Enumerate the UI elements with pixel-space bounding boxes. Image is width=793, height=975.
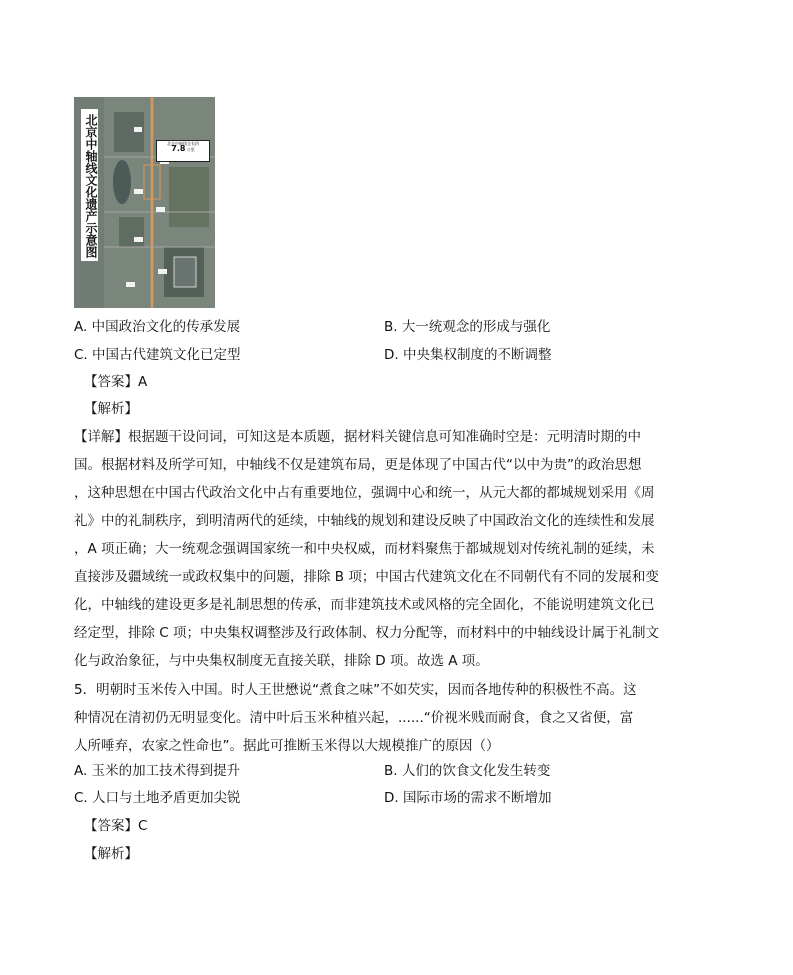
q4-answer: 【答案】A: [84, 374, 148, 390]
q5-option-a: A. 玉米的加工技术得到提升: [74, 763, 241, 779]
detail-line: ，A 项正确；大一统观念强调国家统一和中央权威，而材料聚焦于都城规划对传统礼制的延续，未: [74, 541, 655, 557]
detail-line: 直接涉及疆域统一或政权集中的问题，排除 B 项；中国古代建筑文化在不同朝代有不同的发展和变: [74, 569, 659, 585]
detail-line: 化，中轴线的建设更多是礼制思想的传承，而非建筑技术或风格的完全固化，不能说明建筑文化已: [74, 597, 655, 613]
detail-line: 【详解】根据题干设问词，可知这是本质题，据材料关键信息可知准确时空是：元明清时期的中: [74, 429, 641, 445]
q4-option-d: D. 中央集权制度的不断调整: [384, 347, 552, 363]
map-title: 北京中轴线文化遗产示意图: [81, 109, 98, 261]
q5-option-d: D. 国际市场的需求不断增加: [384, 790, 552, 806]
q5-stem-line: 人所唾弃，农家之性命也”。据此可推断玉米得以大规模推广的原因（）: [74, 738, 500, 754]
map-label-unit: 公里: [186, 147, 195, 152]
detail-line: 国。根据材料及所学可知，中轴线不仅是建筑布局，更是体现了中国古代“以中为贵”的政治思想: [74, 457, 642, 473]
q4-option-c: C. 中国古代建筑文化已定型: [74, 347, 241, 363]
beijing-axis-map-image: [74, 97, 215, 308]
map-label-text: 北京中轴线全长约: [167, 141, 199, 146]
q5-analysis-label: 【解析】: [84, 846, 138, 862]
q5-option-b: B. 人们的饮食文化发生转变: [384, 763, 551, 779]
map-label-number: 7.8: [171, 144, 186, 153]
q4-analysis-label: 【解析】: [84, 401, 138, 417]
q5-stem: [74, 676, 722, 760]
q4-detail-paragraph: [74, 423, 722, 675]
detail-line: 经定型，排除 C 项；中央集权调整涉及行政体制、权力分配等，而材料中的中轴线设计属于礼制文: [74, 625, 660, 641]
q4-option-b: B. 大一统观念的形成与强化: [384, 319, 551, 335]
detail-line: 礼》中的礼制秩序，到明清两代的延续，中轴线的规划和建设反映了中国政治文化的连续性和发展: [74, 513, 655, 529]
detail-line: ，这种思想在中国古代政治文化中占有重要地位，强调中心和统一，从元大都的都城规划采用《周: [74, 485, 655, 501]
detail-line: 化与政治象征，与中央集权制度无直接关联，排除 D 项。故选 A 项。: [74, 653, 489, 669]
q5-option-c: C. 人口与土地矛盾更加尖锐: [74, 790, 241, 806]
q5-stem-line: 5．明朝时玉米传入中国。时人王世懋说“煮食之味”不如芡实，因而各地传种的积极性不高。这: [74, 682, 637, 698]
map-length-label: [156, 140, 210, 162]
q5-stem-line: 种情况在清初仍无明显变化。清中叶后玉米种植兴起，......“价视米贱而耐食，食之又省便，富: [74, 710, 634, 726]
q4-option-a: A. 中国政治文化的传承发展: [74, 319, 241, 335]
q5-answer: 【答案】C: [84, 818, 148, 834]
